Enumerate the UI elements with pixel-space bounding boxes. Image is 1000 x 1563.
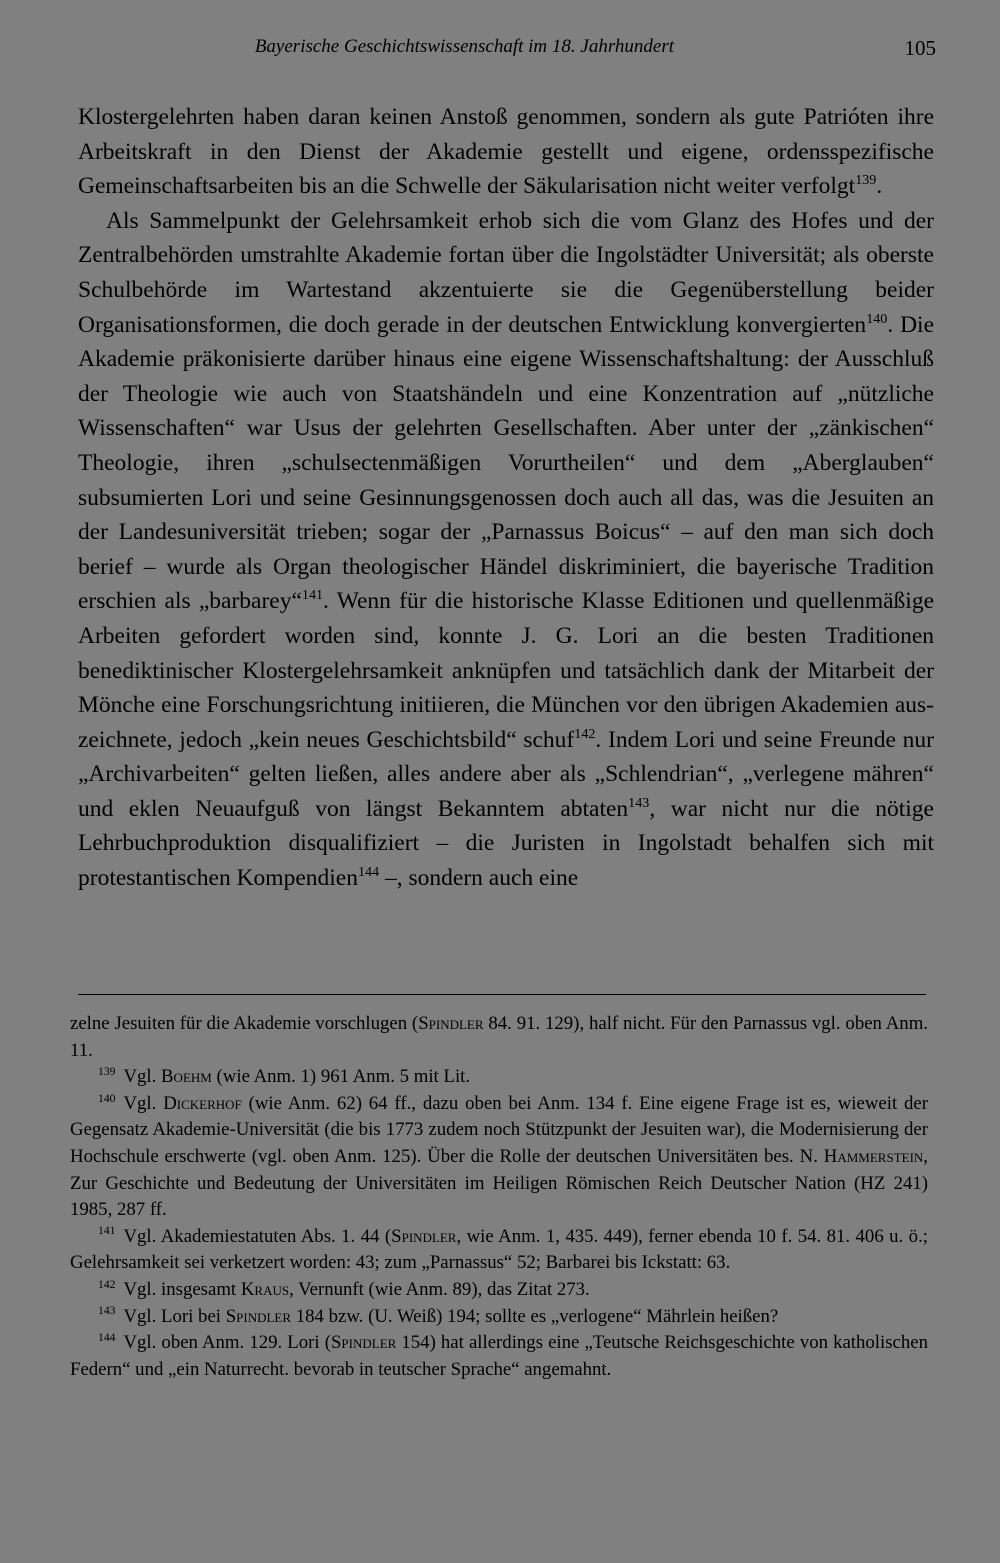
- paragraph-1-end: .: [876, 173, 883, 200]
- footnote-number: 142: [98, 1277, 116, 1291]
- footnote-ref-140: 140: [866, 310, 888, 327]
- footnote-ref-144: 144: [357, 864, 380, 881]
- footnote-ref-139: 139: [855, 172, 877, 189]
- author-name: Boehm: [161, 1066, 212, 1088]
- footnote-number: 140: [98, 1091, 116, 1105]
- footnote-text: Vgl. insgesamt: [123, 1278, 241, 1300]
- footnote-text: (wie Anm. 1) 961 Anm. 5 mit Lit.: [211, 1066, 471, 1088]
- author-name: Spindler: [225, 1305, 292, 1327]
- footnote-text: 184 bzw. (U. Weiß) 194; sollte es „verlogene“ Mährlein heißen?: [291, 1305, 779, 1327]
- main-text: [78, 100, 934, 896]
- author-name: Hammerstein: [823, 1145, 924, 1167]
- footnotes: [70, 1011, 928, 1383]
- footnote-number: 144: [98, 1330, 116, 1344]
- paragraph-2-text-f: –, sondern auch eine: [379, 865, 579, 892]
- footnote-ref-141: 141: [301, 587, 324, 604]
- footnote-144: [70, 1330, 928, 1383]
- footnote-140: [70, 1091, 928, 1224]
- footnote-text: , Vernunft (wie Anm. 89), das Zitat 273.: [289, 1278, 590, 1300]
- footnote-text: Vgl.: [123, 1092, 164, 1114]
- paragraph-2-text-a: Als Sammelpunkt der Gelehrsamkeit erhob sich die vom Glanz des Hofes und der Zentralbehörden umstrahlte Akademie fortan über die Ingolstädter Universität; als oberste Schulbehörde im Wartestand akzentuierte sie die Gegenüberstellung beider Organisationsformen, die doch gerade in der deutschen Entwicklung konvergierten: [78, 207, 934, 338]
- footnote-continuation-text: 84. 91. 129), half nicht. Für den Parnassus vgl. oben Anm. 11.: [70, 1013, 928, 1061]
- footnote-text: , wie Anm. 1, 435. 449), ferner ebenda 10 f. 54. 81. 406 u. ö.; Gelehrsamkeit sei verketzert worden: 43; zum „Parnassus“ 52; Barbarei bis Ickstatt: 63.: [70, 1225, 928, 1274]
- footnote-142: [70, 1277, 928, 1304]
- footnote-text: Vgl. Akademiestatuten Abs. 1. 44 (: [123, 1225, 392, 1247]
- running-title: Bayerische Geschichtswissenschaft im 18. Jahrhundert: [254, 36, 674, 57]
- footnote-text: (wie Anm. 62) 64 ff., dazu oben bei Anm. 134 f. Eine eigene Frage ist es, wieweit der Gegensatz Akademie-Universität (die bis 1773 zudem noch Stützpunkt der Jesuiten war), die Modernisierung der Hochschule erschwerte (vgl. oben Anm. 125). Über die Rolle der deutschen Universitäten bes. N.: [70, 1092, 928, 1167]
- paragraph-2-text-c: . Wenn für die historische Klasse Editionen und quellenmäßige Arbeiten gefordert worden sind, konnte J. G. Lori an die besten Traditionen benediktinischer Klostergelehrsamkeit anknüpfen und tatsächlich dank der Mitarbeit der Mönche eine Forschungsrichtung initiieren, die München vor den übrigen Akademien auszeichnete, jedoch „kein neues Geschichtsbild“ schuf: [78, 588, 934, 753]
- footnote-number: 143: [98, 1304, 116, 1318]
- paragraph-2: [78, 204, 934, 896]
- footnote-141: [70, 1224, 928, 1277]
- footnote-text: 154) hat allerdings eine „Teutsche Reichsgeschichte von katholischen Federn“ und „ein Naturrecht. bevorab in teutscher Sprache“ angemahnt.: [70, 1332, 929, 1380]
- paragraph-2-text-e: , war nicht nur die nötige Lehrbuchproduktion disqualifiziert – die Juristen in Ingolstadt behalfen sich mit protestantischen Kompendien: [78, 795, 934, 892]
- footnote-text: , Zur Geschichte und Bedeutung der Universitäten im Heiligen Römischen Reich Deutscher Nation (HZ 241) 1985, 287 ff.: [70, 1145, 928, 1221]
- footnote-number: 141: [98, 1224, 116, 1238]
- author-name: Spindler: [418, 1013, 484, 1034]
- author-name: Spindler: [391, 1225, 457, 1247]
- author-name: Spindler: [330, 1332, 397, 1354]
- footnote-text: Vgl. oben Anm. 129. Lori (: [123, 1332, 331, 1354]
- page-number: 105: [904, 36, 936, 60]
- footnote-text: Vgl.: [123, 1066, 162, 1088]
- footnote-separator: [78, 994, 926, 995]
- footnote-143: [70, 1304, 928, 1331]
- footnote-ref-143: 143: [628, 795, 650, 812]
- footnote-number: 139: [98, 1064, 116, 1078]
- footnote-continuation: [70, 1011, 928, 1064]
- footnote-text: Vgl. Lori bei: [123, 1305, 226, 1327]
- paragraph-2-text-b: . Die Akademie präkonisierte darüber hinaus eine eigene Wissenschaftshaltung: der Ausschluß der Theologie wie auch von Staatshändeln und eine Konzentration auf „nützliche Wissenschaften“ war Usus der gelehrten Gesellschaften. Aber unter der „zänkischen“ Theologie, ihren „schulsectenmäßigen Vorurtheilen“ und dem „Aberglauben“ subsumierten Lori und seine Gesinnungsgenossen doch auch all das, was die Jesuiten an der Landesuniversität trieben; sogar der „Parnassus Boicus“ – auf den man sich doch berief – wurde als Organ theologischer Händel diskriminiert, die bayerische Tradition erschien als „barbarey“: [78, 311, 934, 615]
- author-name: Kraus: [240, 1278, 290, 1300]
- footnote-139: [70, 1064, 928, 1091]
- paragraph-1: [78, 100, 934, 204]
- footnote-continuation-text: zelne Jesuiten für die Akademie vorschlugen (: [70, 1013, 419, 1034]
- paragraph-1-text: Klostergelehrten haben daran keinen Anstoß genommen, sondern als gute Patrióten ihre Arbeitskraft in den Dienst der Akademie gestellt und eigene, ordensspezifische Gemeinschaftsarbeiten bis an die Schwelle der Säkularisation nicht weiter verfolgt: [78, 104, 934, 200]
- paragraph-2-text-d: . Indem Lori und seine Freunde nur „Archivarbeiten“ gelten ließen, alles andere aber als „Schlendrian“, „verlegene mähren“ und eklen Neuaufguß von längst Bekanntem abtaten: [78, 726, 934, 822]
- author-name: Dickerhof: [163, 1092, 242, 1114]
- footnote-ref-142: 142: [574, 725, 596, 742]
- page-header: [78, 36, 936, 66]
